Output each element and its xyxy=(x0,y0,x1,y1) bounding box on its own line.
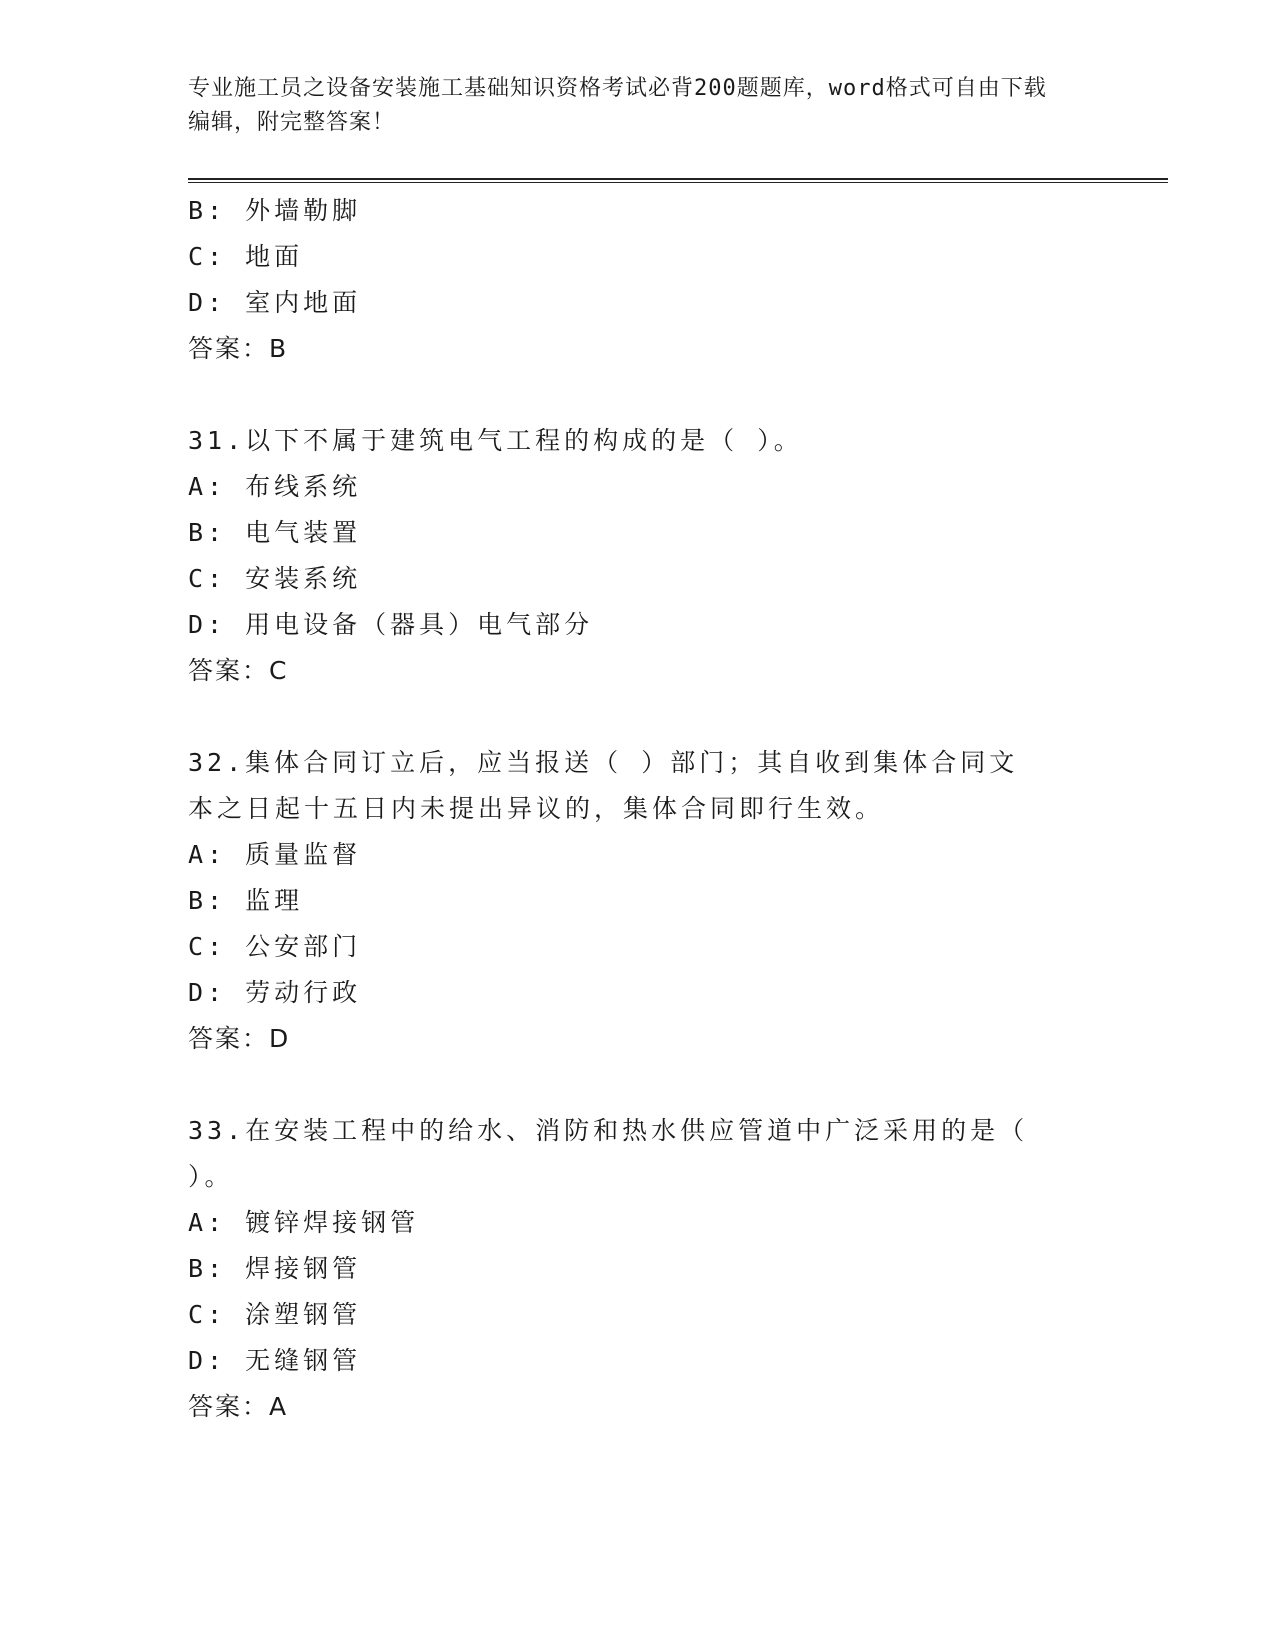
option-a: A: 镀锌焊接钢管 xyxy=(188,1208,420,1237)
option-b: B: 电气装置 xyxy=(188,518,362,547)
option-c: C: 地面 xyxy=(188,242,304,271)
document-title: 专业施工员之设备安装施工基础知识资格考试必背200题题库，word格式可自由下载编辑，附完整答案！ xyxy=(188,76,1047,135)
question-31 xyxy=(188,418,1088,694)
option-b: B: 焊接钢管 xyxy=(188,1254,362,1283)
question-32 xyxy=(188,740,1088,1062)
question-continued xyxy=(188,188,1088,372)
option-c: C: 涂塑钢管 xyxy=(188,1300,362,1329)
answer: 答案：B xyxy=(188,334,289,363)
header-divider xyxy=(188,178,1168,183)
option-d: D: 无缝钢管 xyxy=(188,1346,362,1375)
question-stem: 32.集体合同订立后，应当报送（ ）部门；其自收到集体合同文本之日起十五日内未提出异议的，集体合同即行生效。 xyxy=(188,748,1019,823)
option-d: D: 用电设备（器具）电气部分 xyxy=(188,610,594,639)
option-a: A: 布线系统 xyxy=(188,472,362,501)
option-a: A: 质量监督 xyxy=(188,840,362,869)
option-b: B: 外墙勒脚 xyxy=(188,196,362,225)
question-33 xyxy=(188,1108,1088,1430)
option-d: D: 室内地面 xyxy=(188,288,362,317)
option-c: C: 安装系统 xyxy=(188,564,362,593)
answer: 答案：D xyxy=(188,1024,291,1053)
question-stem: 31.以下不属于建筑电气工程的构成的是（ ）。 xyxy=(188,426,803,455)
option-c: C: 公安部门 xyxy=(188,932,362,961)
option-b: B: 监理 xyxy=(188,886,304,915)
page-header xyxy=(188,72,1068,140)
option-d: D: 劳动行政 xyxy=(188,978,362,1007)
question-stem: 33.在安装工程中的给水、消防和热水供应管道中广泛采用的是（ ）。 xyxy=(188,1116,1029,1191)
answer: 答案：A xyxy=(188,1392,289,1421)
answer: 答案：C xyxy=(188,656,289,685)
question-list xyxy=(188,188,1088,1430)
